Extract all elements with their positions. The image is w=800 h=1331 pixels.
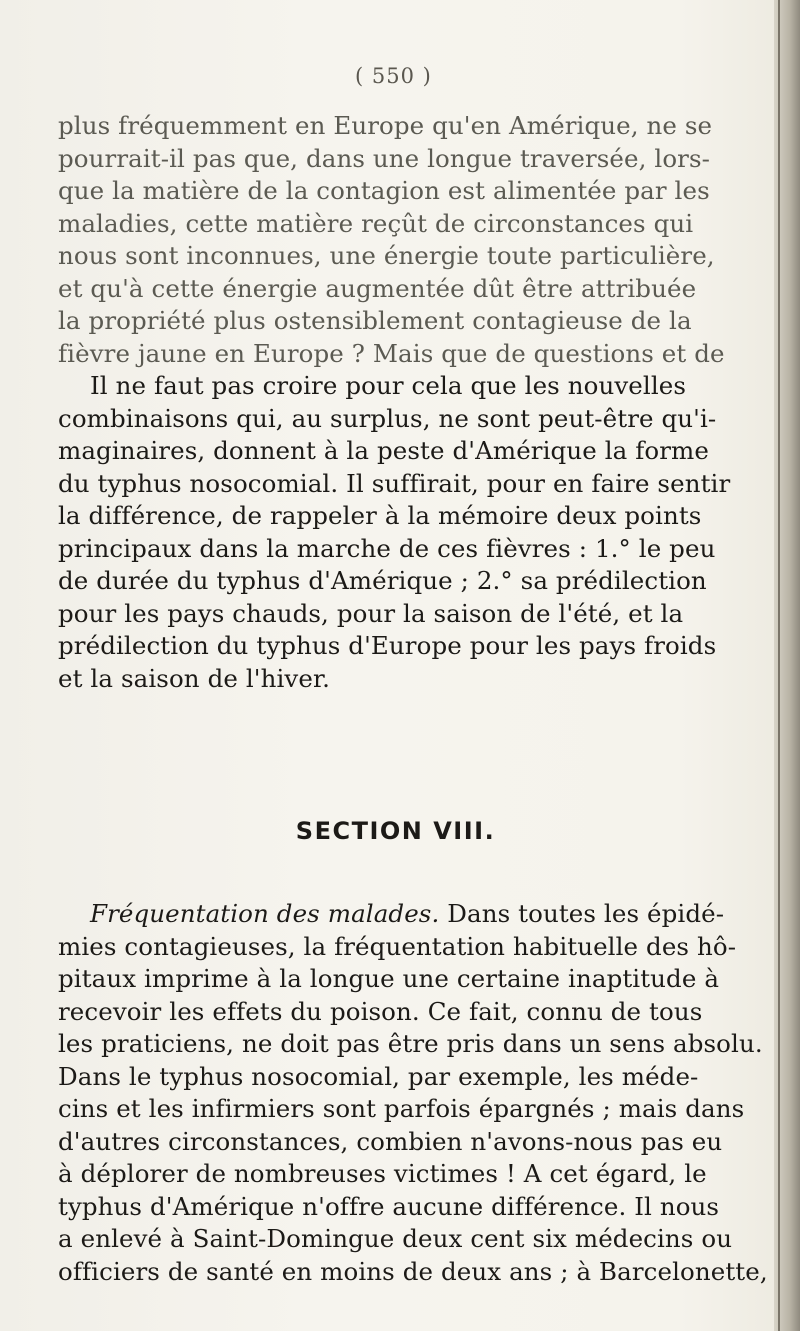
text-line: pitaux imprime à la longue une certaine inaptitude à bbox=[58, 964, 720, 993]
text-line: Il ne faut pas croire pour cela que les nouvelles bbox=[90, 371, 687, 400]
text-line: principaux dans la marche de ces fièvres : 1.° le peu bbox=[58, 533, 716, 563]
text-line: la propriété plus ostensiblement contagieuse de la bbox=[58, 306, 692, 335]
text-line: mies contagieuses, la fréquentation habituelle des hô- bbox=[58, 931, 737, 961]
text-line: a enlevé à Saint-Domingue deux cent six médecins ou bbox=[58, 1224, 733, 1253]
binding-shadow bbox=[778, 0, 780, 1331]
upper-text bbox=[58, 110, 733, 695]
text-line: cins et les infirmiers sont parfois épargnés ; mais dans bbox=[58, 1094, 745, 1123]
section-paragraph bbox=[58, 898, 768, 1288]
continued-paragraph bbox=[58, 110, 733, 370]
text-line: officiers de santé en moins de deux ans ; à Barcelonette, bbox=[58, 1256, 768, 1286]
text-line: à déplorer de nombreuses victimes ! A cet égard, le bbox=[58, 1159, 707, 1188]
text-line: nous sont inconnues, une énergie toute particulière, bbox=[58, 241, 715, 270]
text-line: typhus d'Amérique n'offre aucune différence. Il nous bbox=[58, 1191, 720, 1221]
page-number: ( 550 ) bbox=[355, 64, 432, 88]
text-line: maladies, cette matière reçût de circonstances qui bbox=[58, 208, 694, 238]
text-line bbox=[58, 898, 733, 931]
text-line: les praticiens, ne doit pas être pris dans un sens absolu. bbox=[58, 1029, 763, 1058]
text-line: que la matière de la contagion est alimentée par les bbox=[58, 176, 710, 205]
text-line: la différence, de rappeler à la mémoire deux points bbox=[58, 501, 702, 530]
text-line: fièvre jaune en Europe ? Mais que de questions et de bbox=[58, 338, 725, 368]
text-line: et la saison de l'hiver. bbox=[58, 663, 330, 693]
text-line: pourrait-il pas que, dans une longue traversée, lors- bbox=[58, 143, 711, 173]
text-line: du typhus nosocomial. Il suffirait, pour en faire sentir bbox=[58, 468, 731, 498]
section-heading: SECTION VIII. bbox=[295, 817, 496, 845]
text-line: recevoir les effets du poison. Ce fait, connu de tous bbox=[58, 996, 703, 1026]
text-line: plus fréquemment en Europe qu'en Amérique, ne se bbox=[58, 111, 713, 140]
text-span: Dans toutes les épidé- bbox=[447, 899, 725, 928]
text-line: Dans le typhus nosocomial, par exemple, les méde- bbox=[58, 1061, 699, 1091]
text-line: d'autres circonstances, combien n'avons-nous pas eu bbox=[58, 1126, 723, 1156]
text-line: de durée du typhus d'Amérique ; 2.° sa prédilection bbox=[58, 566, 707, 595]
text-line: prédilection du typhus d'Europe pour les pays froids bbox=[58, 631, 717, 660]
text-line: maginaires, donnent à la peste d'Amérique la forme bbox=[58, 436, 709, 465]
second-paragraph bbox=[58, 370, 733, 695]
text-line: et qu'à cette énergie augmentée dût être attribuée bbox=[58, 273, 697, 303]
text-line: pour les pays chauds, pour la saison de l'été, et la bbox=[58, 598, 684, 628]
text-line: combinaisons qui, au surplus, ne sont peut-être qu'i- bbox=[58, 403, 717, 433]
section-runin-title: Fréquentation des malades. bbox=[90, 899, 440, 928]
